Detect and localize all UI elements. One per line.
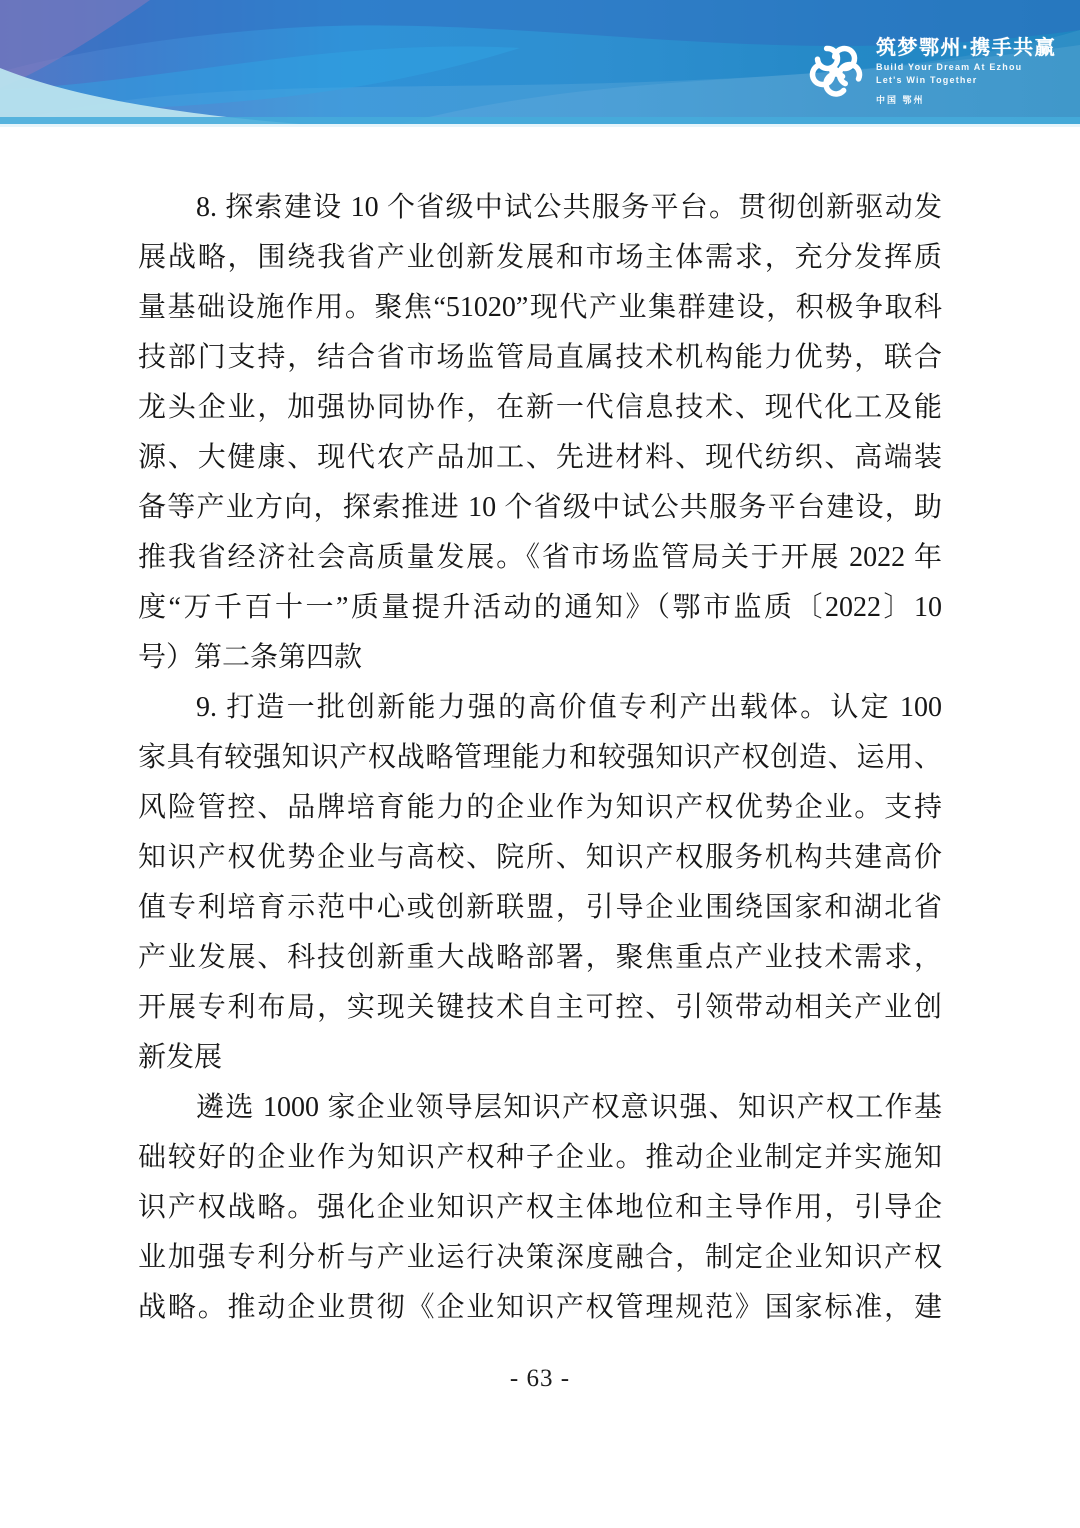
text-line: 备等产业方向，探索推进 10 个省级中试公共服务平台建设，助 [138,492,942,523]
text-line: 8. 探索建设 10 个省级中试公共服务平台。贯彻创新驱动发 [196,192,942,223]
logo-text-block [876,36,1056,106]
text-line: 号）第二条第四款 [138,642,363,673]
text-line: 开展专利布局，实现关键技术自主可控、引领带动相关产业创 [138,992,942,1023]
logo-title: 筑梦鄂州·携手共赢 [876,37,1057,59]
text-line: 推我省经济社会高质量发展。《省市场监管局关于开展 2022 年 [138,542,942,573]
ezhou-logo [804,36,1056,106]
text-line: 础较好的企业作为知识产权种子企业。推动企业制定并实施知 [138,1142,942,1173]
text-line: 识产权战略。强化企业知识产权主体地位和主导作用，引导企 [138,1192,942,1223]
text-line: 龙头企业，加强协同协作，在新一代信息技术、现代化工及能 [138,392,942,423]
text-line: 展战略，围绕我省产业创新发展和市场主体需求，充分发挥质 [138,242,942,273]
logo-caption: 中国 鄂州 [876,95,925,105]
logo-subtitle-en2: Let's Win Together [876,75,978,85]
text-line: 家具有较强知识产权战略管理能力和较强知识产权创造、运用、 [138,742,942,773]
text-line: 知识产权优势企业与高校、院所、知识产权服务机构共建高价 [138,842,942,873]
text-line: 技部门支持，结合省市场监管局直属技术机构能力优势，联合 [138,342,942,373]
plum-blossom-icon [804,38,868,102]
text-line: 度“万千百十一”质量提升活动的通知》（鄂市监质〔2022〕10 [138,592,942,623]
text-line: 新发展 [138,1042,223,1073]
text-line: 业加强专利分析与产业运行决策深度融合，制定企业知识产权 [138,1242,942,1273]
logo-subtitle-en1: Build Your Dream At Ezhou [876,62,1023,72]
text-line: 战略。推动企业贯彻《企业知识产权管理规范》国家标准，建 [138,1292,942,1323]
header-banner [0,0,1080,124]
text-line: 遴选 1000 家企业领导层知识产权意识强、知识产权工作基 [196,1092,942,1123]
text-line: 风险管控、品牌培育能力的企业作为知识产权优势企业。支持 [138,792,942,823]
page-number: - 63 - [509,1365,571,1392]
text-line: 9. 打造一批创新能力强的高价值专利产出载体。认定 100 [196,692,942,723]
page-footer [0,1365,1080,1393]
text-line: 产业发展、科技创新重大战略部署，聚焦重点产业技术需求， [138,942,942,973]
document-text [0,127,942,1333]
text-line: 量基础设施作用。聚焦“51020”现代产业集群建设，积极争取科 [138,292,942,323]
text-line: 值专利培育示范中心或创新联盟，引导企业围绕国家和湖北省 [138,892,942,923]
text-line: 源、大健康、现代农产品加工、先进材料、现代纺织、高端装 [138,442,942,473]
